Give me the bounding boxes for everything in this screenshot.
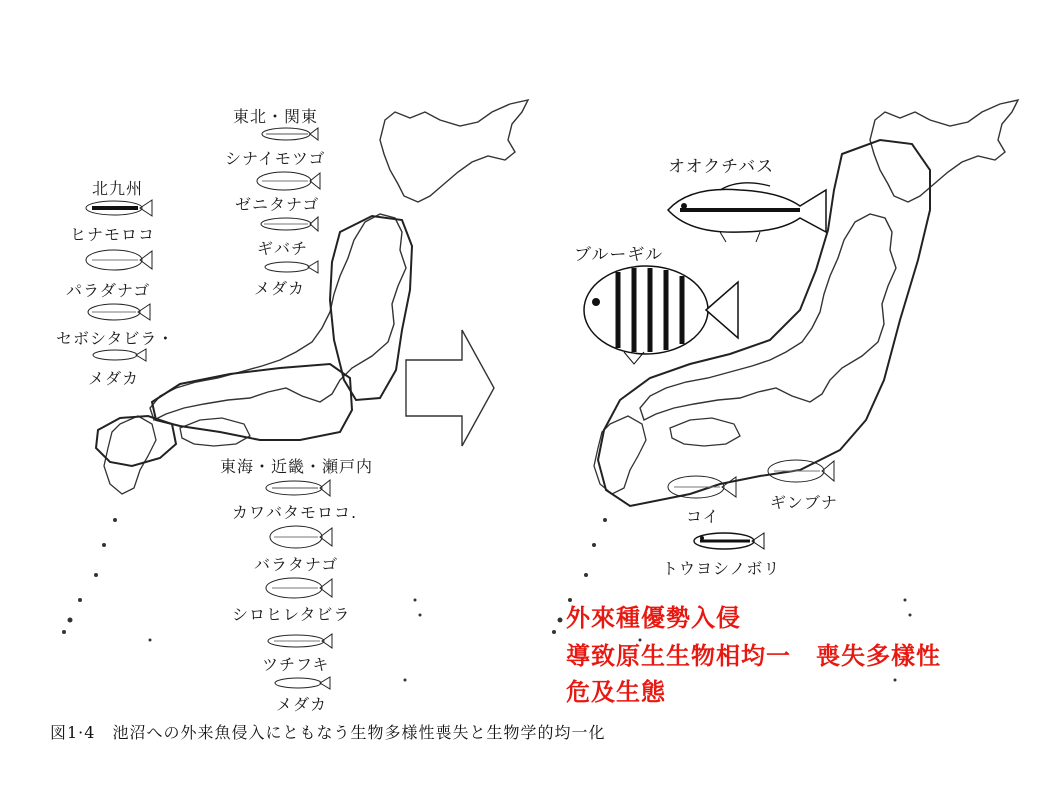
fish-label: メダカ [276,695,328,714]
largemouth-bass-icon [660,176,828,244]
fish-label-goby: トウヨシノボリ [662,559,781,578]
fish-label-ginbuna: ギンブナ [770,493,838,512]
fish-label: パラダナゴ [66,281,151,300]
fish-icon [256,214,320,234]
region-label-kitakyushu: 北九州 [92,179,144,198]
fish-icon [88,346,148,364]
fish-icon [266,522,334,552]
fish-label: カワバタモロコ. [232,503,358,522]
fish-icon [262,574,334,602]
fish-icon [270,674,332,692]
fish-icon [82,196,154,220]
annotation-line-1: 外來種優勢入侵 [566,604,741,632]
fish-label: ギバチ [257,239,309,258]
fish-icon [764,456,836,486]
fish-label: セボシタビラ・ [56,329,175,348]
fish-label: ゼニタナゴ [235,195,320,214]
figure-caption: 図1·4 池沼への外来魚侵入にともなう生物多様性喪失と生物学的均一化 [50,723,606,742]
annotation-line-3: 危及生態 [566,678,666,706]
fish-icon [264,630,334,652]
fish-icon [252,168,322,194]
fish-label: ヒナモロコ [70,225,156,244]
tokai-range-outline [152,364,352,440]
fish-icon [82,246,154,274]
fish-label-bass: オオクチバス [668,157,775,177]
fish-icon [664,472,738,502]
fish-icon [260,258,320,276]
fish-icon [262,476,332,500]
kitakyushu-range-outline [96,416,176,466]
goby-icon [690,528,766,554]
fish-label-koi: コイ [686,507,720,526]
arrow-right-icon [406,330,494,446]
fish-label: ツチフキ [262,655,330,674]
fish-label: メダカ [88,369,140,388]
annotation-line-2: 導致原生生物相均一 喪失多樣性 [566,642,941,670]
fish-label: シロヒレタビラ [232,605,351,624]
bluegill-icon [578,256,742,366]
region-label-tohoku: 東北・関東 [233,107,319,126]
fish-label: メダカ [254,279,306,298]
fish-icon [84,300,152,324]
fish-label-bluegill: ブルーギル [574,245,664,265]
fish-icon [258,124,320,144]
region-label-tokai: 東海・近畿・瀬戸内 [220,457,374,476]
fish-label: バラタナゴ [254,555,339,574]
fish-label: シナイモツゴ [225,149,326,168]
